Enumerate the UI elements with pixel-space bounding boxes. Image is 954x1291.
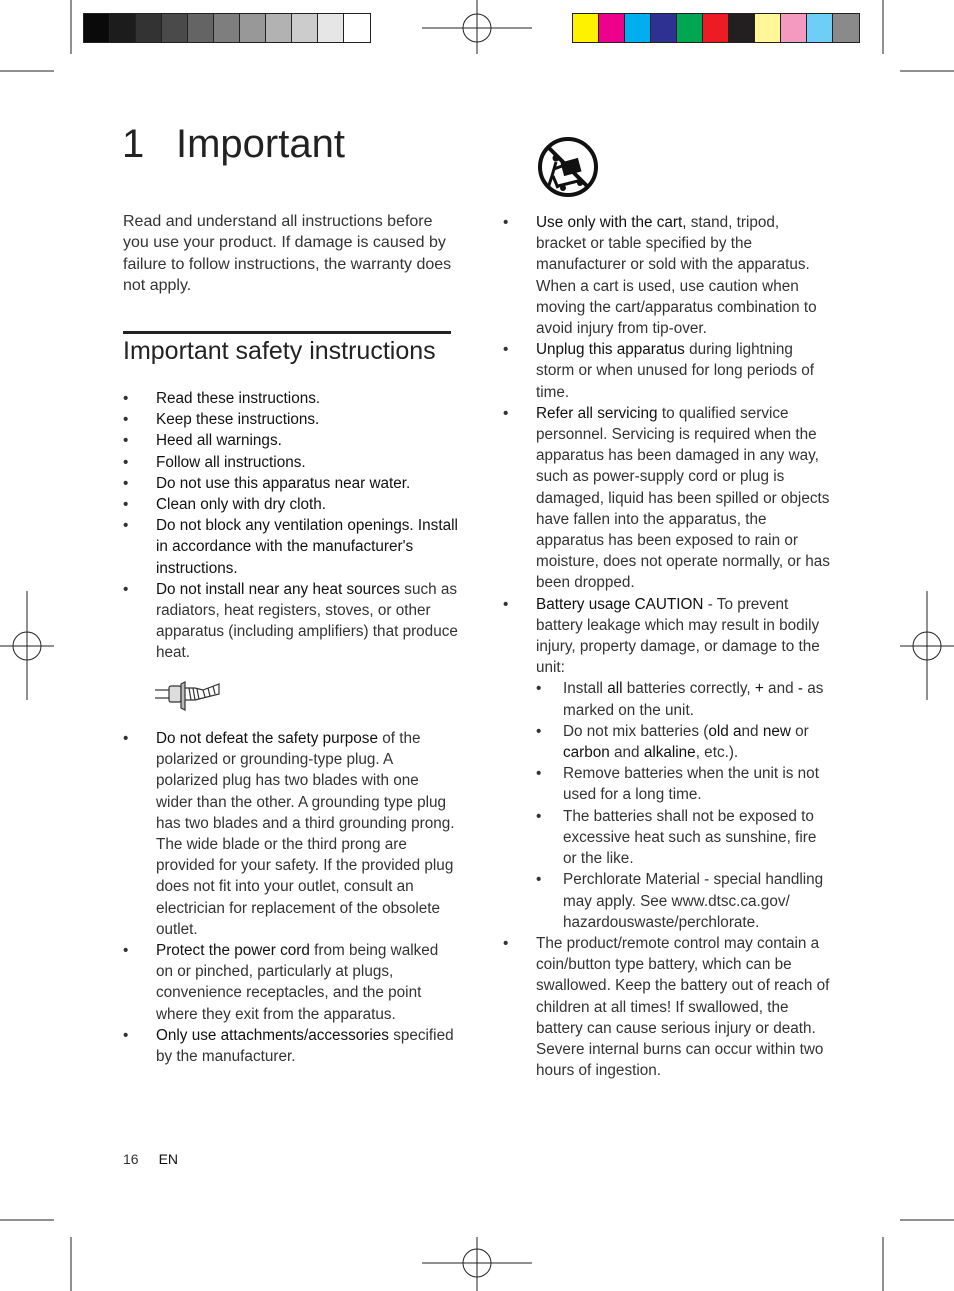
- gray-swatch: [240, 14, 266, 42]
- gray-swatch: [110, 14, 136, 42]
- section-rule: [123, 331, 451, 334]
- color-swatch: [573, 14, 599, 42]
- item-text: and: [609, 744, 644, 762]
- item-text: during lightning storm or when unused for long periods of time.: [536, 341, 815, 401]
- chapter-title: Important: [176, 122, 345, 166]
- list-item: [123, 430, 458, 451]
- list-item: [536, 763, 833, 805]
- item-text: batteries correctly,: [622, 680, 755, 698]
- item-text: of the polarized or grounding-type plug. A polarized plug has two blades with one wider than the other. A grounding type plug has two blades and a third grounding prong. The wide blade or the third prong are provided for your safety. If the provided plug does not fit into your outlet, consult an electrician for replacement of the obsolete outlet.: [156, 730, 455, 938]
- item-emphasis: Unplug this apparatus: [536, 341, 685, 359]
- color-swatch: [781, 14, 807, 42]
- color-swatch: [833, 14, 859, 42]
- item-emphasis: -: [797, 680, 803, 698]
- gray-swatch: [292, 14, 318, 42]
- item-text: such as radiators, heat registers, stoves, or other apparatus (including amplifiers) that produce heat.: [156, 580, 458, 662]
- list-item: [503, 594, 833, 933]
- color-swatch: [703, 14, 729, 42]
- process-color-bar: [572, 13, 860, 43]
- list-item: [503, 212, 833, 339]
- cart-tip-over-warning-icon: [536, 136, 600, 198]
- item-emphasis: Heed all warnings.: [156, 432, 282, 450]
- item-emphasis: Follow all instructions.: [156, 453, 306, 471]
- item-text: Remove batteries when the unit is not used for a long time.: [563, 765, 819, 804]
- item-text: , etc.).: [695, 744, 739, 762]
- page-footer: [123, 1151, 178, 1167]
- item-emphasis: old a: [708, 722, 742, 740]
- item-emphasis: +: [754, 680, 764, 698]
- item-text: to qualified service personnel. Servicing is required when the apparatus has been damaged in any way, such as power-supply cord or plug is damaged, liquid has been spilled or objects have fallen into the apparatus, the apparatus has been exposed to rain or moisture, does not operate normally, or has been dropped.: [536, 404, 830, 592]
- list-item: [536, 678, 833, 720]
- item-text: The product/remote control may contain a coin/button type battery, which can be swallowed. Keep the battery out of reach of children at all times! If swallowed, the battery can cause serious injury or death. Severe internal burns can occur within two hours of ingestion.: [536, 934, 830, 1080]
- item-text: from being walked on or pinched, particularly at plugs, convenience receptacles, and the point where they exit from the apparatus.: [156, 942, 439, 1023]
- item-text: specified by the manufacturer.: [156, 1026, 454, 1066]
- gray-swatch: [266, 14, 292, 42]
- gray-swatch: [84, 14, 110, 42]
- item-text: or: [790, 722, 809, 740]
- list-item: [536, 869, 833, 933]
- chapter-heading: [122, 122, 345, 167]
- item-emphasis: Only use attachments/accessories: [156, 1026, 389, 1044]
- item-text: - To prevent battery leakage which may result in bodily injury, property damage, or damage to the unit:: [536, 595, 820, 677]
- item-emphasis: Read these instructions.: [156, 390, 321, 407]
- list-item: [123, 388, 458, 409]
- item-emphasis: Battery usage CAUTION: [536, 595, 704, 613]
- gray-swatch: [188, 14, 214, 42]
- item-emphasis: carbon: [563, 744, 610, 762]
- chapter-number: 1: [122, 122, 145, 166]
- color-swatch: [599, 14, 625, 42]
- item-text: stand, tripod, bracket or table specified by the manufacturer or sold with the apparatus. When a cart is used, use caution when moving the cart/apparatus combination to avoid injury from tip-over.: [536, 214, 817, 338]
- list-item: [123, 515, 458, 579]
- item-text: The batteries shall not be exposed to excessive heat such as sunshine, fire or the like.: [563, 807, 817, 868]
- item-text: as marked on the unit.: [563, 680, 824, 719]
- list-item: [123, 473, 458, 494]
- safety-list-3: [503, 212, 833, 1081]
- color-swatch: [625, 14, 651, 42]
- item-emphasis: Keep these instructions.: [156, 411, 320, 429]
- gray-swatch: [162, 14, 188, 42]
- gray-swatch: [136, 14, 162, 42]
- list-item: [503, 403, 833, 594]
- grayscale-color-bar: [83, 13, 371, 43]
- color-swatch: [755, 14, 781, 42]
- intro-paragraph: Read and understand all instructions before you use your product. If damage is caused by failure to follow instructions, the warranty does not apply.: [123, 213, 452, 294]
- safety-list-1: [123, 388, 458, 664]
- list-item: [123, 494, 458, 515]
- gray-swatch: [214, 14, 240, 42]
- language-code: EN: [158, 1151, 179, 1167]
- item-emphasis: Clean only with dry cloth.: [156, 496, 327, 514]
- item-emphasis: new: [762, 722, 791, 740]
- item-text: Install: [563, 680, 608, 698]
- list-item: [123, 940, 458, 1025]
- color-swatch: [651, 14, 677, 42]
- battery-sub-list: [536, 678, 833, 932]
- item-text: and: [763, 680, 798, 698]
- list-item: [123, 452, 458, 473]
- list-item: [503, 339, 833, 403]
- item-emphasis: Refer all servicing: [536, 404, 658, 422]
- item-emphasis: Protect the power cord: [156, 942, 310, 960]
- list-item: [123, 1025, 458, 1067]
- item-emphasis: all: [607, 680, 623, 698]
- section-title: Important safety instructions: [123, 337, 436, 365]
- list-item: [123, 409, 458, 430]
- color-swatch: [677, 14, 703, 42]
- item-emphasis: Do not block any ventilation openings. Install in accordance with the manufacturer's instructions.: [156, 517, 458, 577]
- list-item: [123, 579, 458, 664]
- color-swatch: [807, 14, 833, 42]
- safety-list-2: [123, 728, 458, 1067]
- item-emphasis: alkaline: [643, 744, 696, 762]
- item-text: Do not mix batteries (: [563, 722, 709, 740]
- page-number: 16: [123, 1151, 139, 1167]
- item-emphasis: Do not install near any heat sources: [156, 580, 401, 598]
- color-swatch: [729, 14, 755, 42]
- list-item: [536, 721, 833, 763]
- gray-swatch: [318, 14, 344, 42]
- list-item: [123, 728, 458, 940]
- item-text: Perchlorate Material - special handling may apply. See www.dtsc.ca.gov/ hazardouswaste/perchlorate.: [563, 871, 824, 931]
- list-item: [536, 806, 833, 870]
- item-emphasis: Use only with the cart,: [536, 214, 687, 231]
- gray-swatch: [344, 14, 370, 42]
- polarized-plug-icon: [155, 680, 221, 714]
- item-emphasis: Do not defeat the safety purpose: [156, 730, 378, 747]
- coin-battery-warning: [503, 933, 833, 1081]
- item-emphasis: Do not use this apparatus near water.: [156, 474, 411, 492]
- item-text: nd: [741, 722, 763, 740]
